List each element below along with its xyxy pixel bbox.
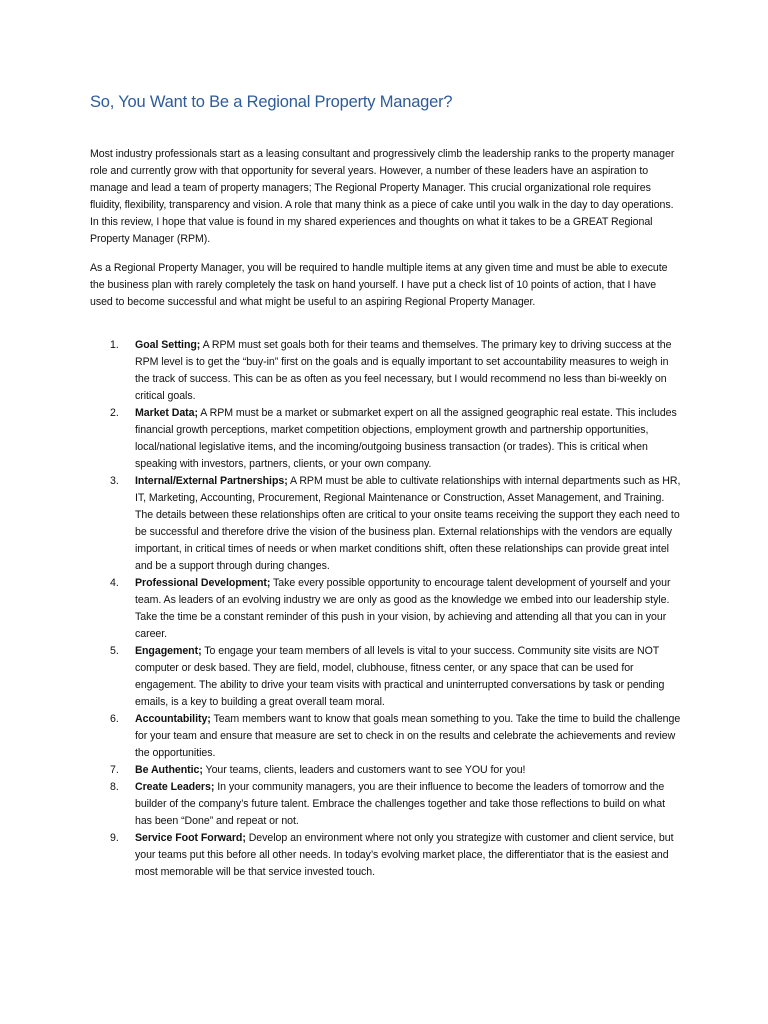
list-item-text: A RPM must be able to cultivate relationships with internal departments such as HR, IT, Marketing, Accounting, Procurement, Regional Maintenance or Construction, Asset Management, and Training. The details between these relationships often are critical to your onsite teams receiving the support they each need to be successful and therefore drive the vision of the business plan. External relationships with the vendors are equally important, in critical times of needs or when market conditions shift, often these relationships can provide great intel and be a support through during changes.: [135, 475, 681, 572]
list-item-term: Create Leaders;: [135, 781, 215, 793]
list-item-number: 8.: [110, 781, 119, 793]
list-item-term: Internal/External Partnerships;: [135, 475, 288, 487]
list-item-text: Your teams, clients, leaders and customers want to see YOU for you!: [202, 764, 526, 776]
list-item-text: A RPM must set goals both for their teams and themselves. The primary key to driving success at the RPM level is to get the “buy-in” first on the goals and is equally important to set accountability measures to weigh in the track of success. This can be as often as you feel necessary, but I would recommend no less than bi-weekly on critical goals.: [135, 339, 672, 402]
list-item-text: Team members want to know that goals mean something to you. Take the time to build the challenge for your team and ensure that measure are set to check in on the results and celebrate the achievements and review the opportunities.: [135, 713, 681, 759]
list-item-number: 4.: [110, 577, 119, 589]
intro-paragraph: Most industry professionals start as a leasing consultant and progressively climb the leadership ranks to the property manager role and currently grow with that opportunity for several years. However, a number of these leaders have an aspiration to manage and lead a team of property managers; The Regional Property Manager. This crucial organizational role requires fluidity, flexibility, transparency and vision. A role that many think as a piece of cake until you walk in the day to day operations. In this review, I hope that value is found in my shared experiences and thoughts on what it takes to be a GREAT Regional Property Manager (RPM).: [90, 148, 675, 245]
list-item-term: Accountability;: [135, 713, 211, 725]
list-item: [90, 405, 682, 473]
list-item: [90, 762, 682, 779]
list-item-term: Goal Setting;: [135, 339, 201, 351]
list-item-term: Market Data;: [135, 407, 198, 419]
action-checklist: [90, 337, 682, 881]
list-item-number: 9.: [110, 832, 119, 844]
list-item: [90, 337, 682, 405]
list-item-number: 3.: [110, 475, 119, 487]
list-item: [90, 830, 682, 881]
list-item: [90, 473, 682, 575]
list-item-text: A RPM must be a market or submarket expert on all the assigned geographic real estate. This includes financial growth perceptions, market competition objections, employment growth and partnership opportunities, local/national legislative items, and the incoming/outgoing business transaction (or trades). This is critical when speaking with investors, partners, clients, or your own company.: [135, 407, 677, 470]
list-item-number: 5.: [110, 645, 119, 657]
list-item-term: Engagement;: [135, 645, 202, 657]
list-item-term: Professional Development;: [135, 577, 271, 589]
page-title: So, You Want to Be a Regional Property Manager?: [90, 93, 453, 111]
list-item: [90, 575, 682, 643]
list-item: [90, 779, 682, 830]
list-item-text: Develop an environment where not only you strategize with customer and client service, but your teams put this before all other needs. In today’s evolving market place, the differentiator that is the easiest and most memorable will be that service invested touch.: [135, 832, 674, 878]
list-item-text: Take every possible opportunity to encourage talent development of yourself and your team. As leaders of an evolving industry we are only as good as the knowledge we embed into our leadership style. Take the time be a constant reminder of this push in your vision, by achieving and attending all that you can in your career.: [135, 577, 671, 640]
list-item-number: 7.: [110, 764, 119, 776]
list-item-term: Be Authentic;: [135, 764, 203, 776]
checklist-intro-paragraph: As a Regional Property Manager, you will be required to handle multiple items at any given time and must be able to execute the business plan with rarely completely the task on hand yourself. I have put a check list of 10 points of action, that I have used to become successful and what might be useful to an aspiring Regional Property Manager.: [90, 262, 668, 308]
list-item-number: 1.: [110, 339, 119, 351]
list-item-term: Service Foot Forward;: [135, 832, 246, 844]
list-item: [90, 711, 682, 762]
list-item-number: 6.: [110, 713, 119, 725]
list-item-text: In your community managers, you are their influence to become the leaders of tomorrow and the builder of the company’s future talent. Embrace the challenges together and take those reflections to build on what has been “Done” and repeat or not.: [135, 781, 665, 827]
list-item-number: 2.: [110, 407, 119, 419]
list-item: [90, 643, 682, 711]
list-item-text: To engage your team members of all levels is vital to your success. Community site visits are NOT computer or desk based. They are field, model, clubhouse, fitness center, or any space that can be used for engagement. The ability to drive your team visits with practical and uninterrupted conversations by task or pending emails, is a key to building a great overall team moral.: [135, 645, 665, 708]
